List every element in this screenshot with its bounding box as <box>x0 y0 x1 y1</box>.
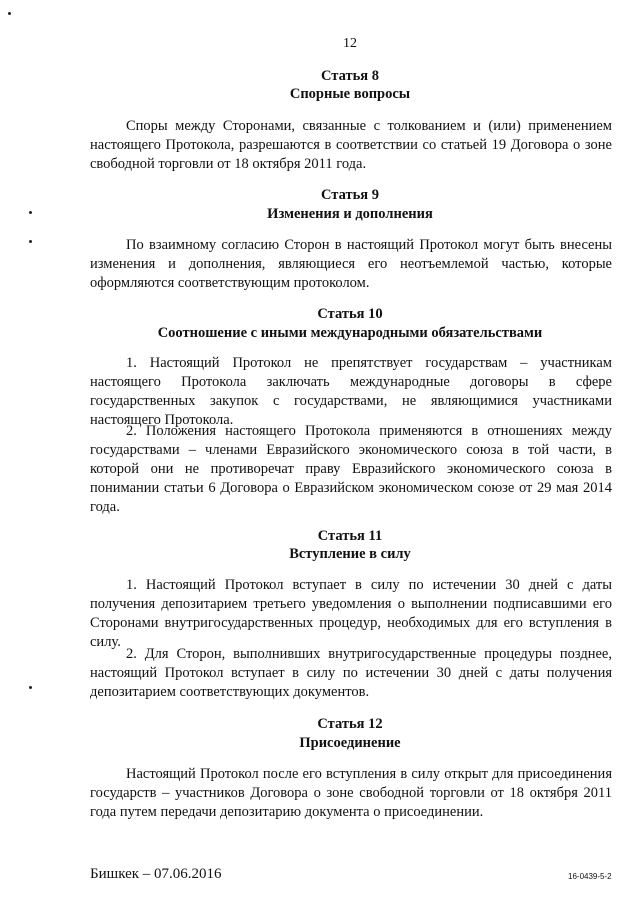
article-10-title: Соотношение с иными международными обязательствами <box>157 325 543 341</box>
article-8-number: Статья 8 <box>321 68 379 84</box>
article-9-paragraph-1: По взаимному согласию Сторон в настоящий Протокол могут быть внесены изменения и дополнения, являющиеся его неотъемлемой частью, которые оформляются соответствующим протоколом. <box>90 237 612 291</box>
footer-doc-code: 16-0439-5-2 <box>568 872 612 881</box>
article-11-title: Вступление в силу <box>289 546 411 562</box>
footer-place-date: Бишкек – 07.06.2016 <box>90 866 222 882</box>
article-11-paragraph-1: 1. Настоящий Протокол вступает в силу по истечении 30 дней с даты получения депозитарием третьего уведомления о выполнении подписавшими его Сторонами внутригосударственных процедур, необходимых для его вступления в силу. <box>90 577 612 650</box>
article-10-paragraph-1: 1. Настоящий Протокол не препятствует государствам – участникам настоящего Протокола заключать международные договоры в сфере государственных закупок с государствами, не являющимися участниками настоящего Протокола. <box>90 355 612 428</box>
article-8-paragraph-1: Споры между Сторонами, связанные с толкованием и (или) применением настоящего Протокола, разрешаются в соответствии со статьей 19 Договора о зоне свободной торговли от 18 октября 2011 года. <box>90 118 612 172</box>
article-11-paragraph-2: 2. Для Сторон, выполнивших внутригосударственные процедуры позднее, настоящий Протокол вступает в силу по истечении 30 дней с даты получения депозитарием соответствующих документов. <box>90 646 612 700</box>
article-8-title: Спорные вопросы <box>289 86 411 102</box>
article-12-title: Присоединение <box>299 735 401 751</box>
scan-speck <box>8 12 11 15</box>
article-10-number: Статья 10 <box>317 306 383 322</box>
scan-speck <box>29 240 32 243</box>
article-10-paragraph-2: 2. Положения настоящего Протокола применяются в отношениях между государствами – членами Евразийского экономического союза в той части, в которой они не противоречат праву Евразийского экономического союза в понимании статьи 6 Договора о Евразийском экономическом союзе от 29 мая 2014 года. <box>90 423 612 515</box>
page-number: 12 <box>343 36 357 51</box>
article-11-number: Статья 11 <box>317 528 383 544</box>
article-12-paragraph-1: Настоящий Протокол после его вступления в силу открыт для присоединения государств – участников Договора о зоне свободной торговли от 18 октября 2011 года путем передачи депозитарию документа о присоединении. <box>90 766 612 820</box>
article-9-title: Изменения и дополнения <box>267 206 433 222</box>
article-9-number: Статья 9 <box>321 187 379 203</box>
scan-speck <box>29 686 32 689</box>
article-12-number: Статья 12 <box>317 716 383 732</box>
